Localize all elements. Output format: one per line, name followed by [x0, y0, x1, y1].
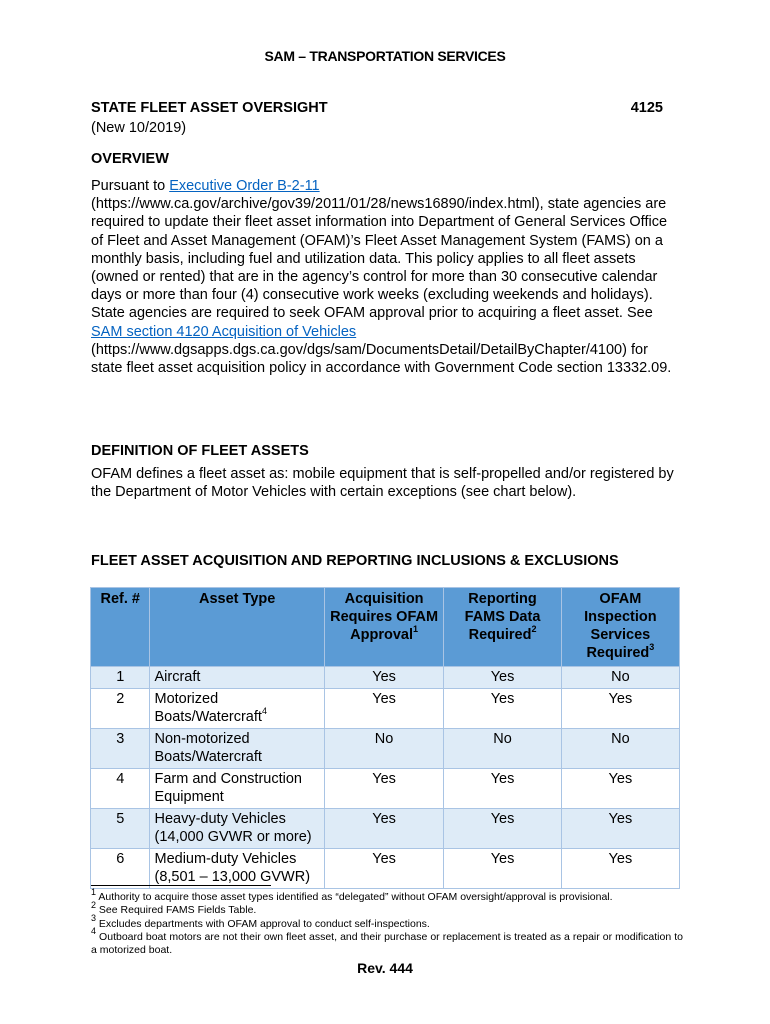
- footnotes: [91, 886, 683, 957]
- asset-type-label: Non-motorized Boats/Watercraft: [154, 731, 262, 765]
- cell-ref: 4: [91, 769, 150, 809]
- overview-body: [91, 177, 681, 377]
- cell-inspection: No: [561, 667, 679, 689]
- cell-inspection: No: [561, 729, 679, 769]
- footnote-text: Excludes departments with OFAM approval to conduct self-inspections.: [96, 917, 430, 930]
- cell-inspection: Yes: [561, 849, 679, 889]
- sam-section-4120-link[interactable]: SAM section 4120 Acquisition of Vehicles: [91, 323, 357, 340]
- cell-acquisition: Yes: [324, 689, 443, 729]
- footnote-text: Authority to acquire those asset types identified as “delegated” without OFAM oversight/approval is provisional.: [96, 891, 613, 903]
- table-row: [91, 667, 680, 689]
- inclusions-heading: FLEET ASSET ACQUISITION AND REPORTING INCLUSIONS & EXCLUSIONS: [91, 553, 619, 569]
- asset-type-label: Aircraft: [154, 669, 201, 685]
- table-row: [91, 729, 680, 769]
- cell-asset-type: [150, 689, 324, 729]
- footnote-text: Outboard boat motors are not their own fleet asset, and their purchase or replacement is treated as a repair or modification to a motorized boat.: [91, 930, 683, 957]
- footnote-text: See Required FAMS Fields Table.: [96, 904, 257, 917]
- definition-body: OFAM defines a fleet asset as: mobile equipment that is self-propelled and/or registered by the Department of Motor Vehicles with certain exceptions (see chart below).: [91, 466, 674, 501]
- footnote-2: [91, 899, 683, 917]
- footnote-number: 2: [91, 899, 97, 910]
- table-row: [91, 769, 680, 809]
- asset-type-label: Farm and Construction Equipment: [154, 771, 302, 805]
- footnote-3: [91, 913, 683, 931]
- header-reporting-label: Reporting FAMS Data Required: [464, 591, 541, 643]
- header-acquisition: [324, 588, 443, 667]
- header-asset-type: Asset Type: [150, 588, 324, 667]
- cell-ref: 5: [91, 809, 150, 849]
- cell-inspection: Yes: [561, 809, 679, 849]
- cell-reporting: No: [444, 729, 561, 769]
- cell-inspection: Yes: [561, 689, 679, 729]
- cell-reporting: Yes: [444, 667, 561, 689]
- asset-type-sup: 4: [261, 706, 267, 717]
- asset-type-label: Motorized Boats/Watercraft: [154, 691, 262, 725]
- document-number: 4125: [630, 100, 663, 116]
- header-inspection: [561, 588, 679, 667]
- cell-reporting: Yes: [444, 769, 561, 809]
- revision-footer: Rev. 444: [357, 960, 413, 976]
- table-row: [91, 809, 680, 849]
- footnote-number: 4: [91, 926, 97, 937]
- header-inspection-sup: 3: [649, 642, 655, 653]
- footnote-1: [91, 886, 683, 904]
- overview-heading: OVERVIEW: [91, 151, 169, 167]
- cell-asset-type: [150, 769, 324, 809]
- asset-type-label: Medium-duty Vehicles (8,501 – 13,000 GVWR): [154, 851, 311, 885]
- header-reporting: [444, 588, 561, 667]
- table-row: [91, 849, 680, 889]
- cell-reporting: Yes: [444, 849, 561, 889]
- table-header-row: [91, 588, 680, 667]
- cell-acquisition: Yes: [324, 769, 443, 809]
- cell-asset-type: [150, 809, 324, 849]
- footnote-number: 1: [91, 886, 97, 897]
- header-acquisition-label: Acquisition Requires OFAM Approval: [330, 591, 439, 643]
- table-row: [91, 689, 680, 729]
- overview-lead-text: Pursuant to: [91, 178, 170, 194]
- overview-text-1: (https://www.ca.gov/archive/gov39/2011/01/28/news16890/index.html), state agencies are required to update their fleet asset information into Department of General Services Office of Fleet and Asset Management (OFAM)’s Fleet Asset Management System (FAMS) on a monthly basis, including fuel and utilization data. This policy applies to all fleet assets (owned or rented) that are in the agency’s control for more than 30 consecutive calendar days or more than four (4) consecutive work weeks (excluding weekends and holidays). State agencies are required to seek OFAM approval prior to acquiring a fleet asset. See: [91, 196, 668, 322]
- revision-note: (New 10/2019): [91, 120, 187, 136]
- cell-acquisition: Yes: [324, 809, 443, 849]
- header-inspection-label: OFAM Inspection Services Required: [584, 591, 657, 661]
- document-title-row: [91, 100, 681, 116]
- cell-ref: 3: [91, 729, 150, 769]
- document-title: STATE FLEET ASSET OVERSIGHT: [91, 100, 328, 116]
- cell-ref: 1: [91, 667, 150, 689]
- cell-acquisition: No: [324, 729, 443, 769]
- cell-acquisition: Yes: [324, 667, 443, 689]
- cell-inspection: Yes: [561, 769, 679, 809]
- executive-order-link[interactable]: Executive Order B-2-11: [169, 178, 320, 194]
- cell-reporting: Yes: [444, 809, 561, 849]
- cell-ref: 6: [91, 849, 150, 889]
- definition-heading: DEFINITION OF FLEET ASSETS: [91, 443, 309, 459]
- cell-acquisition: Yes: [324, 849, 443, 889]
- page-header-title: SAM – TRANSPORTATION SERVICES: [264, 48, 506, 64]
- header-acquisition-sup: 1: [412, 624, 418, 635]
- overview-text-2: (https://www.dgsapps.dgs.ca.gov/dgs/sam/DocumentsDetail/DetailByChapter/4100) for state fleet asset acquisition policy in accordance with Government Code section 13332.09.: [91, 341, 672, 377]
- footnote-4: [91, 926, 683, 958]
- footnote-divider: [91, 885, 271, 886]
- cell-asset-type: [150, 849, 324, 889]
- header-ref: Ref. #: [91, 588, 150, 667]
- cell-asset-type: [150, 729, 324, 769]
- cell-asset-type: [150, 667, 324, 689]
- header-reporting-sup: 2: [531, 624, 537, 635]
- cell-reporting: Yes: [444, 689, 561, 729]
- fleet-asset-table: [90, 587, 680, 889]
- footnote-number: 3: [91, 913, 97, 924]
- asset-type-label: Heavy-duty Vehicles (14,000 GVWR or more): [154, 811, 312, 845]
- cell-ref: 2: [91, 689, 150, 729]
